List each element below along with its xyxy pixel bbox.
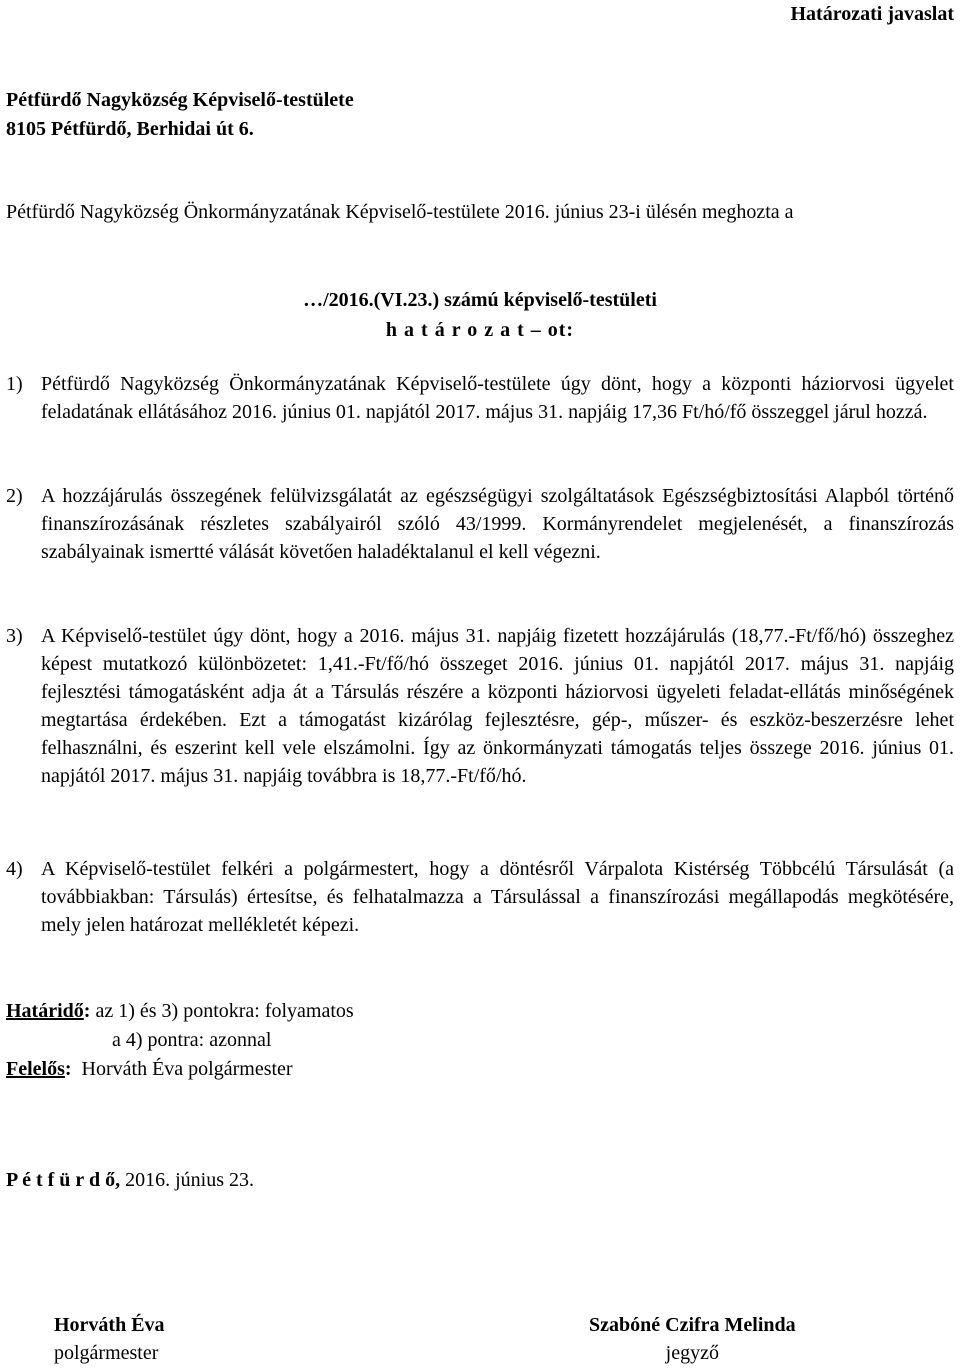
decision-item-1 [6, 370, 954, 426]
decision-item-text: Pétfürdő Nagyközség Önkormányzatának Képviselő-testülete úgy dönt, hogy a központi háziorvosi ügyelet feladatának ellátásához 2016. június 01. napjától 2017. május 31. napjáig 17,36 Ft/hó/fő összeggel járul hozzá. [41, 373, 954, 423]
decision-item-3 [6, 622, 954, 790]
signature-notary [589, 1311, 796, 1367]
deadline-value-2: a 4) pontra: azonnal [112, 1029, 272, 1051]
deadline-colon: : [83, 1000, 91, 1022]
decision-item-number: 4) [6, 858, 23, 880]
signatory-title: jegyző [665, 1342, 719, 1364]
issuer-block [6, 86, 354, 144]
place-date-line [6, 1166, 254, 1194]
responsible-label: Felelős [6, 1058, 65, 1080]
issuer-address: 8105 Pétfürdő, Berhidai út 6. [6, 118, 254, 140]
decision-item-text: A Képviselő-testület felkéri a polgármestert, hogy a döntésről Várpalota Kistérség Többcélú Társulását (a továbbiakban: Társulás) értesítse, és felhatalmazza a Társulással a finanszírozási megállapodás megkötésére, mely jelen határozat mellékletét képezi. [41, 858, 954, 936]
decree-number-line: …/2016.(VI.23.) számú képviselő-testületi [303, 289, 657, 311]
decision-item-text: A Képviselő-testület úgy dönt, hogy a 2016. május 31. napjáig fizetett hozzájárulás (18,77.-Ft/fő/hó) összeghez képest mutatkozó különbözetet: 1,41.-Ft/fő/hó összeget 2016. június 01. napjától 2017. május 31. napjáig fejlesztési támogatásként adja át a Társulás részére a központi háziorvosi ügyeleti feladat-ellátás minőségének megtartása érdekében. Ezt a támogatást kizárólag fejlesztésre, gép-, műszer- és eszköz-beszerzésre lehet felhasználni, és eszerint kell vele elszámolni. Így az önkormányzati támogatás teljes összege 2016. június 01. napjától 2017. május 31. napjáig továbbra is 18,77.-Ft/fő/hó. [41, 625, 954, 787]
document-type-label: Határozati javaslat [790, 3, 954, 25]
place-name: P é t f ü r d ő, [6, 1169, 121, 1191]
deadline-block [6, 997, 354, 1084]
signatory-name: Horváth Éva [54, 1314, 165, 1336]
decision-item-number: 3) [6, 625, 23, 647]
document-date: 2016. június 23. [120, 1169, 254, 1191]
deadline-row [6, 997, 354, 1026]
issuer-name: Pétfürdő Nagyközség Képviselő-testülete [6, 89, 354, 111]
intro-paragraph: Pétfürdő Nagyközség Önkormányzatának Képviselő-testülete 2016. június 23-i ülésén meghozta a [6, 201, 794, 223]
decision-item-text: A hozzájárulás összegének felülvizsgálatát az egészségügyi szolgáltatások Egészségbiztosítási Alapból történő finanszírozásának részletes szabályairól szóló 43/1999. Kormányrendelet megjelenését, a finanszírozás szabályainak ismertté válását követően haladéktalanul el kell végezni. [41, 485, 954, 563]
decision-item-number: 2) [6, 485, 23, 507]
responsible-row [6, 1055, 354, 1084]
decree-title [0, 286, 960, 346]
deadline-value-1: az 1) és 3) pontokra: folyamatos [90, 1000, 354, 1022]
responsible-colon: : [64, 1058, 72, 1080]
signatory-title: polgármester [54, 1342, 159, 1364]
decree-word-line: h a t á r o z a t – ot: [385, 319, 575, 341]
signatory-name: Szabóné Czifra Melinda [589, 1314, 796, 1336]
decision-item-2 [6, 482, 954, 566]
deadline-label: Határidő [6, 1000, 84, 1022]
decision-item-4 [6, 855, 954, 939]
deadline-row-2 [6, 1026, 354, 1055]
signature-mayor [54, 1311, 165, 1367]
decision-item-number: 1) [6, 373, 23, 395]
responsible-value: Horváth Éva polgármester [71, 1058, 293, 1080]
